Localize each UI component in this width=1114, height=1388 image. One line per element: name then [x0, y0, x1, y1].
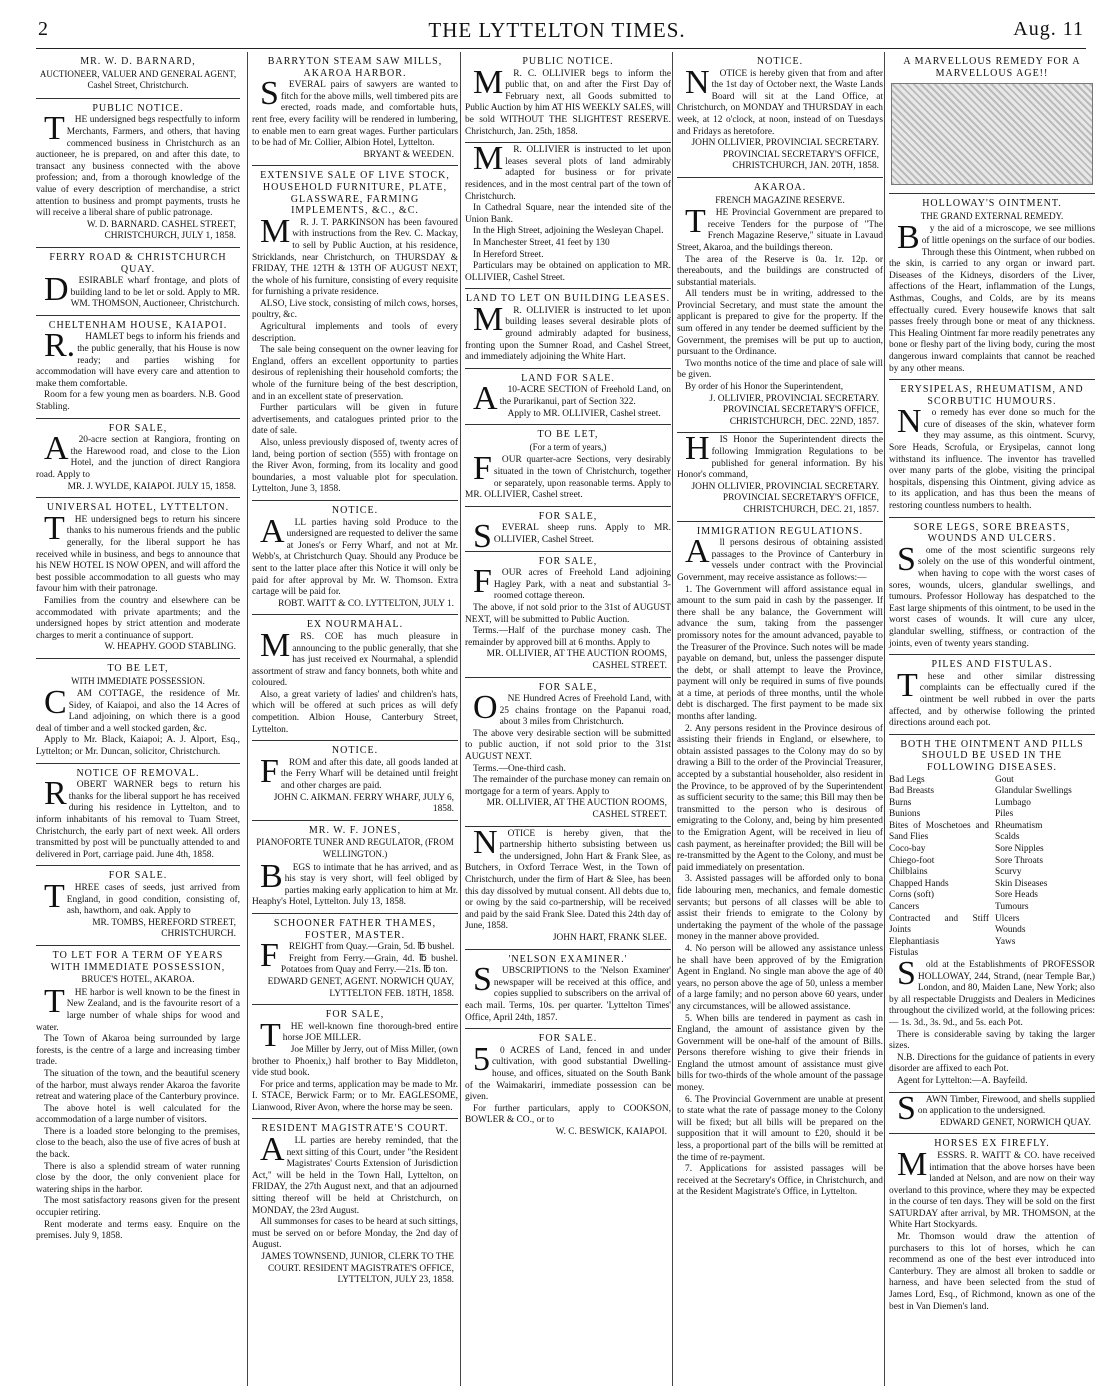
ad-paragraph: The area of the Reserve is 0a. 1r. 12p. or thereabouts, and the buildings are constructed of substantial materials. — [677, 254, 883, 288]
ad-paragraph: Terms.—One-third cash. — [473, 763, 566, 774]
ad-paragraph: SEVERAL pairs of sawyers are wanted to fitch for the above mills, well timbered pits are erected, roads made, and comfortable huts, rent free, every facility will be rendered in lumbering, to enable men to earn great wages. Further particulars to be had of Mr. Collier, Albion Hotel, Lyttelton. — [252, 75, 458, 149]
ad-paragraph: SEVERAL sheep runs. Apply to MR. OLLIVIER, Cashel Street. — [473, 518, 671, 556]
ad-heading: MR. W. F. JONES, — [308, 824, 402, 836]
ad-paragraph: Also, a great variety of ladies' and children's hats, which will be offered at such prices as will defy competition. Albion House, Canterbury Street, Lyttelton. — [252, 689, 458, 735]
ad-paragraph: There is a loaded store belonging to the premises, close to the beach, also the use of five acres of bush at the back. — [36, 1126, 240, 1161]
ad-body — [465, 689, 671, 798]
ad-paragraph: Mr. Thomson would draw the attention of purchasers to this lot of horses, which he can recommend as one of the best ever introduced into Canterbury. They are almost all broken to saddle or harness, and have been selected from the stud of James Lord, Esq., of Richmond, known as one of the best in Van Diemen's land. — [889, 1232, 1095, 1312]
ad-paragraph: ALSO, Live stock, consisting of milch cows, horses, poultry, &c. — [252, 298, 458, 321]
ad-paragraph: 1. The Government will afford assistance equal in amount to the sum paid in cash by the passenger. If there shall be any balance, the Government will advance the sum, taking from the passenger promissory notes for the amount advanced, payable to the Treasurer of the Province. Such notes will be made payable on demand, but, unless the passenger dispute the debt, or shall attempt to leave the Province, payment will only be required in sums of five pounds at a time, at periods of three months, until the whole debt is discharged. The first payment to be made six months after landing. — [677, 584, 883, 723]
advertisement — [889, 1134, 1095, 1317]
ad-signature: BRYANT & WEEDEN. — [363, 149, 454, 160]
ad-body — [889, 540, 1095, 650]
ad-paragraph: THE undersigned begs to return his sincere thanks to his numerous friends and the public generally, for the liberal support he has received while in business, and begs to announce that his NEW HOTEL IS NOW OPEN, and will afford the best possible accommodation to all guests who may favour him with their patronage. — [36, 509, 240, 595]
advertisement — [889, 1089, 1095, 1135]
ad-paragraph: NOTICE is hereby given that from and after the 1st day of October next, the Waste Lands Board will sit at the Land Office, at Christchurch, on MONDAY and THURSDAY in each week, at 12 o'clock, at noon, instead of on Tuesdays and Fridays as heretofore. — [677, 63, 883, 137]
ad-paragraph: DESIRABLE wharf frontage, and plots of building land to be let or sold. Apply to MR. WM. THOMSON, Auctioneer, Christchurch. — [44, 271, 240, 310]
ad-body — [252, 212, 458, 496]
advertisement — [465, 52, 671, 143]
ad-body — [889, 403, 1095, 512]
column-1 — [36, 52, 240, 1386]
disease-item: Rheumatism — [995, 820, 1043, 831]
disease-item: Fistulas — [889, 948, 919, 959]
advertisement — [252, 1005, 458, 1119]
ad-paragraph: The remainder of the purchase money can remain on mortgage for a term of years. Apply to — [465, 775, 671, 797]
ad-heading: HORSES EX FIREFLY. — [934, 1138, 1050, 1150]
ad-body — [36, 684, 240, 759]
disease-item: Lumbago — [995, 797, 1031, 808]
ad-paragraph: N.B. Directions for the guidance of patients in every disorder are affixed to each Pot. — [889, 1052, 1095, 1075]
ad-paragraph: By order of his Honor the Superintendent, — [685, 382, 844, 393]
advertisement — [252, 52, 458, 166]
advertisement — [252, 741, 458, 821]
ad-paragraph: FREIGHT from Quay.—Grain, 5d. ℔ bushel. — [260, 937, 455, 975]
ad-heading: BARRYTON STEAM SAW MILLS, AKAROA HARBOR. — [267, 56, 443, 79]
disease-item: Chapped Hands — [889, 878, 949, 889]
ad-subheading: BRUCE'S HOTEL, AKAROA. — [81, 974, 195, 985]
ad-paragraph: The sale being consequent on the owner leaving for England, offers an excellent opportunity to parties desirous of replenishing their household comforts; the whole of the furniture being of the best description, and in an excellent state of preservation. — [252, 345, 458, 402]
ad-heading: FOR SALE. — [538, 1033, 598, 1045]
ad-paragraph: All persons desirous of obtaining assisted passages to the Province of Canterbury in vessels under contract with the Provincial Government, may receive assistance as follows:— — [677, 533, 883, 583]
columns — [36, 52, 1095, 1386]
ad-heading: IMMIGRATION REGULATIONS. — [696, 525, 864, 537]
ad-paragraph: ALL parties are hereby reminded, that the next sitting of this Court, under "the Resident Magistrates' Courts Extension of Jurisdiction Act," will be held in the Town Hall, Lyttelton, on FRIDAY, the 27th August next, and that an adjourned sitting thereof will be held at Christchurch, on MONDAY, the 23rd August. — [252, 1131, 458, 1216]
disease-item: Yaws — [995, 936, 1016, 947]
ad-paragraph: THE harbor is well known to be the finest in New Zealand, and is the favourite resort of a large number of whale ships for wood and water. — [36, 982, 240, 1033]
column-4 — [672, 52, 883, 1386]
advertisement — [36, 52, 240, 99]
advertisement — [677, 430, 883, 521]
ad-paragraph: Sold at the Establishments of PROFESSOR HOLLOWAY, 244, Strand, (near Temple Bar,) London, and 80, Maiden Lane, New York; also by all respectable Druggists and Dealers in Medicines throughout the civilized world, at the following prices:— 1s. 3d., 3s. 9d., and 5s. each Pot. — [889, 955, 1095, 1028]
ad-paragraph: Agricultural implements and tools of every description. — [252, 322, 458, 344]
ad-body — [465, 300, 671, 364]
ad-heading: FERRY ROAD & CHRISTCHURCH QUAY. — [49, 251, 227, 275]
ad-subheading: (For a term of years,) — [529, 441, 607, 452]
ad-heading: SCHOONER FATHER THAMES, FOSTER, MASTER. — [273, 917, 437, 941]
advertisement — [465, 1029, 671, 1142]
disease-item: Bad Legs — [889, 774, 925, 785]
advertisement — [889, 194, 1095, 380]
advertisement — [36, 498, 240, 659]
ad-body — [252, 1016, 458, 1115]
disease-item: Sore Throats — [995, 855, 1043, 866]
ad-body — [677, 430, 883, 481]
ad-heading: FOR SALE, — [538, 681, 598, 693]
advertisement — [889, 518, 1095, 656]
advertisement — [677, 522, 883, 1203]
page-number: 2 — [38, 18, 48, 40]
advertisement — [252, 501, 458, 615]
ad-body — [465, 563, 671, 649]
ad-paragraph: 50 ACRES of Land, fenced in and under cultivation, with good substantial Dwelling-house, and offices, situated on the South Bank of the Waimakariri, immediate possession can be given. — [465, 1040, 671, 1103]
ad-paragraph: R.HAMLET begs to inform his friends and the public generally, that his House is now ready; and parties wishing for accommodation will have every care and attention to make them comfortable. — [36, 327, 240, 389]
engraving-illustration — [891, 83, 1093, 185]
ad-paragraph: Terms.—Half of the purchase money cash. The remainder by approved bill at 6 months. Apply to — [465, 626, 671, 648]
ad-heading: FOR SALE, — [325, 1009, 385, 1021]
ad-paragraph: FROM and after this date, all goods landed at the Ferry Wharf will be detained until freight and other charges are paid. — [260, 752, 458, 792]
ad-body — [465, 961, 671, 1024]
ad-body — [252, 1131, 458, 1252]
disease-item: Cancers — [889, 902, 920, 913]
advertisement — [465, 507, 671, 556]
ad-heading: FOR SALE, — [538, 555, 598, 567]
ad-paragraph: MRS. COE has much pleasure in announcing to the public generally, that she has just received ex Nourmahal, a splendid assortment of straw and fancy bonnets, both white and coloured. — [252, 626, 458, 689]
ad-paragraph: THE undersigned begs respectfully to inform Merchants, Farmers, and others, that having commenced business in Christchurch as an auctioneer, he is prepared, on and after this date, to transact any business connected with the above profession; and, from a thorough knowledge of the value of every description of merchandise, a strict attention to business and prompt payments, trusts he will receive a liberal share of public patronage. — [36, 110, 240, 219]
ad-heading: FOR SALE, — [538, 510, 598, 522]
ad-body — [252, 937, 458, 977]
ad-heading: EXTENSIVE SALE OF LIVE STOCK, HOUSEHOLD FURNITURE, PLATE, GLASSWARE, FARMING IMPLEMENTS, &C., &C. — [260, 170, 450, 217]
ad-heading: TO BE LET, — [107, 662, 169, 674]
ad-paragraph: THREE cases of seeds, just arrived from England, in good condition, consisting of, ash, hawthorn, and oak. Apply to — [44, 878, 240, 917]
disease-item: Gout — [995, 774, 1014, 785]
ad-paragraph: Two months notice of the time and place of sale will be given. — [677, 358, 883, 381]
ad-paragraph: NOTICE is hereby given, that the partnership hitherto subsisting between us the undersigned, John Hart & Frank Slee, as Butchers, in Oxford Terrace West, in the Town of Christchurch, under the firm of Hart & Slee, has been this day dissolved by mutual consent. All debts due to, or owing by the said co-partnership, will be received and paid by the said Frank Slee. Dated this 24th day of June, 1858. — [465, 823, 671, 932]
ad-signature: W. C. BESWICK, KAIAPOI. — [555, 1126, 667, 1137]
ad-paragraph: 6. The Provincial Government are unable at present to state what the rate of passage money to the Colony will be fixed; but all bills will be prepared on the supposition that it will amount to £20, should it be less, a proportional part of the bills will be remitted at the time of re-payment. — [677, 1094, 883, 1163]
ad-paragraph: 5. When bills are tendered in payment as cash in England, the amount of assistance given by the Government will be one-half of the amount of Bills. Persons therefore wishing to give their friends in England the utmost amount of assistance must give bills for two-thirds of the whole amount of the passage money. — [677, 1013, 883, 1094]
ad-signature: JOHN HART, FRANK SLEE. — [552, 932, 667, 943]
advertisement — [36, 764, 240, 867]
ad-paragraph: The most satisfactory reasons given for the present occupier retiring. — [36, 1196, 240, 1219]
ad-paragraph: THE Provincial Government are prepared to receive Tenders for the purpose of "The French Magazine Reserve," situate in Lavaud Street, Akaroa, and the buildings thereon. — [677, 203, 883, 253]
ad-signature: JAMES TOWNSEND, JUNIOR, CLERK TO THE COURT. RESIDENT MAGISTRATE'S OFFICE, LYTTELTON, JULY 23, 1858. — [261, 1252, 454, 1286]
ad-body — [889, 219, 1095, 375]
ad-subheading: PIANOFORTE TUNER AND REGULATOR, (FROM WELLINGTON.) — [256, 837, 454, 859]
ad-subheading: FRENCH MAGAZINE RESERVE. — [715, 194, 845, 205]
ad-paragraph: The above, if not sold prior to the 31st of AUGUST NEXT, will be submitted to Public Auction. — [465, 602, 671, 625]
ad-body — [252, 512, 458, 599]
advertisement — [252, 166, 458, 501]
ad-heading: LAND TO LET ON BUILDING LEASES. — [465, 293, 671, 305]
ad-paragraph: Also, unless previously disposed of, twenty acres of land, being portion of section (555) with frontage on the River Avon, forming, from its locality and good boundaries, a most valuable plot for speculation. Lyttelton, June 3, 1858. — [252, 438, 458, 495]
ad-paragraph: A20-acre section at Rangiora, fronting on the Harewood road, and close to the Lion Hotel, and the junction of direct Rangiora road. Apply to — [36, 430, 240, 480]
ad-paragraph: 7. Applications for assisted passages will be received at the Secretary's Office, in Christchurch, and at the Resident Magistrate's Office, in Lyttelton. — [677, 1164, 883, 1198]
disease-item: Chiego-foot — [889, 855, 935, 866]
ad-signature: JOHN OLLIVIER, PROVINCIAL SECRETARY. PROVINCIAL SECRETARY'S OFFICE, CHRISTCHURCH, DEC. 21, 1857. — [691, 481, 879, 515]
advertisement — [252, 821, 458, 914]
ad-body — [36, 271, 240, 311]
ad-signature: W. D. BARNARD. CASHEL STREET, CHRISTCHURCH, JULY 1, 1858. — [86, 219, 236, 242]
advertisement — [36, 419, 240, 499]
ad-heading: NOTICE. — [331, 745, 379, 757]
ad-body — [465, 1040, 671, 1127]
advertisement — [889, 52, 1095, 194]
ad-paragraph: These and other similar distressing complaints can be effectually cured if the ointment be well rubbed in over the parts affected, and by otherwise following the printed directions around each pot. — [889, 666, 1095, 729]
advertisement — [889, 380, 1095, 518]
advertisement — [465, 369, 671, 425]
ad-heading: NOTICE. — [756, 56, 804, 67]
ad-heading: A MARVELLOUS REMEDY FOR A MARVELLOUS AGE!! — [903, 56, 1081, 79]
ad-body — [677, 203, 883, 394]
ad-signature: J. OLLIVIER, PROVINCIAL SECRETARY. PROVINCIAL SECRETARY'S OFFICE, CHRISTCHURCH, DEC. 22ND, 1857. — [709, 393, 879, 427]
ad-paragraph: Some of the most scientific surgeons rely solely on the use of this wonderful ointment, when having to cope with the worst cases of sores, wounds, ulcers, glandular swellings, and tumours. Professor Holloway has despatched to the East large shipments of this ointment, to be used in the worst cases of wounds. It will cure any ulcer, glandular swelling, stiffness, or contraction of the joints, even of twenty years standing. — [889, 540, 1095, 649]
advertisement — [889, 735, 1095, 1093]
ad-signature: MR. OLLIVIER, AT THE AUCTION ROOMS, CASHEL STREET. — [486, 798, 667, 821]
ad-heading: PUBLIC NOTICE. — [92, 102, 184, 114]
ad-signature: MR. OLLIVIER, AT THE AUCTION ROOMS, CASHEL STREET. — [486, 649, 667, 671]
ad-body — [36, 878, 240, 918]
issue-date: Aug. 11 — [1013, 18, 1084, 40]
ad-subheading: WITH IMMEDIATE POSSESSION. — [71, 675, 205, 686]
ad-signature: EDWARD GENET, AGENT. NORWICH QUAY, LYTTELTON FEB. 18TH, 1858. — [267, 976, 454, 999]
disease-list — [889, 775, 1095, 961]
advertisement — [889, 655, 1095, 735]
ad-paragraph: For further particulars, apply to COOKSON, BOWLER & CO., or to — [465, 1103, 671, 1126]
ad-body — [889, 1145, 1095, 1313]
disease-item: Piles — [995, 809, 1014, 820]
column-3 — [460, 52, 671, 1386]
ad-paragraph: There is considerable saving by taking the larger sizes. — [889, 1029, 1095, 1052]
disease-item: Wounds — [995, 925, 1026, 936]
disease-item: Sore Heads — [995, 890, 1038, 901]
ad-body — [465, 823, 671, 933]
ad-paragraph: Apply to Mr. Black, Kaiapoi; A. J. Alport, Esq., Lyttelton; or Mr. Duncan, solicitor, Christchurch. — [36, 735, 240, 758]
ad-paragraph: ROBERT WARNER begs to return his thanks for the liberal support he has received during his residence in Lyttelton, and to inform inhabitants of his removal to Tuam Street, Christchurch, the early part of next week. All orders transmitted by post will be punctually attended to and delivered in Port, carriage paid. June 4th, 1858. — [36, 775, 240, 860]
advertisement — [36, 99, 240, 248]
header-rule — [36, 48, 1086, 49]
ad-paragraph: In the High Street, adjoining the Wesleyan Chapel. — [473, 226, 664, 237]
advertisement — [465, 552, 671, 678]
ad-heading: NOTICE OF REMOVAL. — [76, 767, 200, 779]
advertisement — [36, 316, 240, 419]
ad-body — [677, 63, 883, 139]
ad-body — [36, 110, 240, 219]
ad-paragraph: For price and terms, application may be made to Mr. I. STACE, Berwick Farm; or to Mr. EAGLESOME, Lianwood, River Avon, where the horse may be seen. — [252, 1079, 458, 1113]
ad-body — [465, 380, 671, 420]
ad-paragraph: The Town of Akaroa being surrounded by large forests, is the centre of a large and increasing timber trade. — [36, 1034, 240, 1068]
ad-paragraph: The above hotel is well calculated for the accommodation of a large number of visitors. — [36, 1103, 240, 1126]
advertisement — [465, 823, 671, 950]
ad-paragraph: ONE Hundred Acres of Freehold Land, with 25 chains frontage on the Papanui road, about 3 miles from Christchurch. — [473, 689, 671, 728]
ad-paragraph: 2. Any persons resident in the Province desirous of assisting their friends in England, or elsewhere, to obtain assisted passages to the Colony may do so by drawing a Bill to the order of the Provincial Treasurer, accepted by a substantial householder, also resident in the Province, to be approved of by the Superintendent as sufficient security to the same; this Bill may then be transmitted to the person who is desirous of emigrating to the Colony, and, being by him presented to the Emigration Agent, will be received in lieu of cash payment, as hereinafter provided; the Bill will be re-transmitted by the Agent to the Colony, and must be paid immediately on presentation. — [677, 723, 883, 873]
advertisement — [465, 140, 671, 289]
ad-heading: FOR SALE, — [108, 422, 168, 434]
ad-paragraph: Rent moderate and terms easy. Enquire on the premises. July 9, 1858. — [36, 1219, 240, 1242]
ad-subheading: THE GRAND EXTERNAL REMEDY. — [920, 210, 1064, 221]
ad-paragraph: 3. Assisted passages will be afforded only to bona fide labouring men, mechanics, and female domestic servants; but persons of all classes will be able to assist their friends to emigrate to the Colony by undertaking the payment of the whole of the passage money in the manner above provided. — [677, 874, 883, 943]
ad-body — [465, 140, 671, 284]
ad-signature: ROBT. WAITT & CO. LYTTELTON, JULY 1. — [278, 598, 454, 609]
ad-paragraph: MR. OLLIVIER is instructed to let upon building leases several desirable plots of ground admirably adapted for business, fronting upon the Sumner Road, and Cashel Street, and immediately adjoining the White Hart. — [465, 300, 671, 363]
ad-heading: LAND FOR SALE. — [521, 372, 615, 384]
advertisement — [36, 866, 240, 946]
disease-item: Scalds — [995, 832, 1020, 843]
ad-body — [252, 857, 458, 909]
ad-body — [465, 450, 671, 501]
disease-item: Chilblains — [889, 867, 928, 878]
ad-paragraph: Particulars may be obtained on application to MR. OLLIVIER, Cashel Street. — [465, 261, 671, 283]
disease-item: Ulcers — [995, 913, 1020, 924]
ad-heading: BOTH THE OINTMENT AND PILLS SHOULD BE USED IN THE FOLLOWING DISEASES. — [900, 738, 1084, 773]
ad-paragraph: ALL parties having sold Produce to the undersigned are requested to deliver the same at Jones's or Ferry Wharf, and not at Mr. Webb's, at Christchurch Quay. Should any Produce be sent to the latter place after this Notice it will only be paid for after approval by Mr. W. Thomson. Extra cartage will be paid for. — [252, 512, 458, 598]
advertisement — [677, 178, 883, 433]
disease-item: Glandular Swellings — [995, 786, 1072, 797]
ad-body — [36, 775, 240, 861]
ad-signature: MR. TOMBS, HEREFORD STREET, CHRISTCHURCH. — [92, 917, 236, 940]
advertisement — [677, 52, 883, 178]
advertisement — [465, 425, 671, 507]
disease-item: Skin Diseases — [995, 878, 1048, 889]
ad-heading: UNIVERSAL HOTEL, LYTTELTON. — [46, 502, 230, 514]
ad-paragraph: In Manchester Street, 41 feet by 130 — [473, 237, 610, 248]
advertisement — [465, 950, 671, 1030]
ad-paragraph: 4. No person will be allowed any assistance unless he shall have been approved of by the Emigration Agent in England. No single man above the age of 40 years, no person above the age of 50, unless a member of a large family; and no person above 60 years, under any circumstances, will be allowed assistance. — [677, 943, 883, 1012]
ad-paragraph: Room for a few young men as boarders. N.B. Good Stabling. — [36, 390, 240, 413]
ad-body — [252, 752, 458, 793]
advertisement — [465, 289, 671, 369]
disease-item: Scurvy — [995, 867, 1022, 878]
ad-body — [252, 626, 458, 736]
disease-item: Tumours — [995, 902, 1029, 913]
ad-body — [252, 75, 458, 150]
advertisement — [36, 248, 240, 316]
disease-item: Burns — [889, 797, 912, 808]
disease-item: Elephantiasis — [889, 936, 939, 947]
ad-signature: MR. J. WYLDE, KAIAPOI. JULY 15, 1858. — [67, 481, 236, 492]
ad-paragraph: Families from the country and elsewhere can be accommodated with private apartments; and the undersigned hopes by strict attention and moderate charges to merit a continuance of support. — [36, 595, 240, 641]
ad-heading: MR. W. D. BARNARD, — [80, 56, 196, 67]
ad-body — [36, 509, 240, 643]
ad-paragraph: CAM COTTAGE, the residence of Mr. Sidey, of Kaiapoi, and also the 14 Acres of Land adjoining, on which there is a good deal of timber and a well stocked garden, &c. — [36, 684, 240, 734]
ad-signature: JOHN OLLIVIER, PROVINCIAL SECRETARY. PROVINCIAL SECRETARY'S OFFICE, CHRISTCHURCH, JAN. 20TH, 1858. — [691, 138, 879, 172]
page-header — [0, 0, 1114, 60]
ad-heading: PILES AND FISTULAS. — [931, 659, 1053, 671]
newspaper-title: THE LYTTELTON TIMES. — [428, 18, 686, 42]
disease-item: Coco-bay — [889, 844, 926, 855]
ad-paragraph: A10-ACRE SECTION of Freehold Land, on the Purarikanui, part of Section 322. — [473, 380, 671, 418]
ad-paragraph: HIS Honor the Superintendent directs the following Immigration Regulations to be published for general information. By his Honor's command, — [677, 430, 883, 481]
ad-body — [36, 430, 240, 481]
ad-body — [677, 533, 883, 1199]
disease-item: Corns (soft) — [889, 890, 935, 901]
ad-body — [889, 955, 1095, 1088]
ad-heading: ERYSIPELAS, RHEUMATISM, AND SCORBUTIC HUMOURS. — [900, 384, 1084, 407]
disease-item: Bunions — [889, 809, 921, 820]
ad-heading: FOR SALE. — [108, 870, 168, 882]
ad-paragraph: SUBSCRIPTIONS to the 'Nelson Examiner' newspaper will be received at this office, and copies supplied to subscribers on the arrival of each mail. Terms, 10s. per quarter. 'Lyttelton Times' Office, April 24th, 1857. — [465, 961, 671, 1023]
ad-paragraph: No remedy has ever done so much for the cure of diseases of the skin, whatever form they may assume, as this ointment. Scurvy, Sore Heads, Scrofula, or Erysipelas, cannot long withstand its influence. The inventor has travelled over many parts of the globe, visiting the principal hospitals, dispensing this Ointment, giving advice as to its application, and has thus been the means of restoring countless numbers to health. — [889, 403, 1095, 512]
ad-heading: CHELTENHAM HOUSE, KAIAPOI. — [48, 319, 228, 331]
ad-heading: EX NOURMAHAL. — [306, 619, 404, 631]
ad-heading: NOTICE. — [331, 504, 379, 516]
ad-heading: 'NELSON EXAMINER.' — [508, 953, 628, 965]
advertisement — [252, 1119, 458, 1290]
disease-item: Contracted and Stiff Joints — [889, 913, 989, 936]
ad-heading: HOLLOWAY'S OINTMENT. — [922, 198, 1062, 210]
ad-heading: SORE LEGS, SORE BREASTS, WOUNDS AND ULCERS. — [913, 521, 1071, 545]
ad-heading: RESIDENT MAGISTRATE'S COURT. — [261, 1123, 449, 1135]
ad-body — [36, 982, 240, 1243]
ad-signature: EDWARD GENET, NORWICH QUAY. — [939, 1117, 1091, 1128]
ad-paragraph: All summonses for cases to be heard at such sittings, must be served on or before Monday, the 2nd day of August. — [252, 1217, 458, 1251]
ad-paragraph: All tenders must be in writing, addressed to the Provincial Secretary, and must state the amount the applicant is prepared to give for the property. If the sum offered in any tender be deemed sufficient by the Government, the premises will be put up to auction, pursuant to the Ordinance. — [677, 289, 883, 358]
ad-body — [889, 666, 1095, 730]
advertisement — [252, 914, 458, 1005]
ad-heading: PUBLIC NOTICE. — [522, 56, 614, 67]
ad-paragraph: MR. C. OLLIVIER begs to inform the public that, on and after the First Day of February next, all Goods submitted to Public Auction by him AT HIS WEEKLY SALES, will be sold WITHOUT THE SLIGHTEST RESERVE. Christchurch, Jan. 25th, 1858. — [465, 63, 671, 137]
ad-heading: TO BE LET, — [537, 429, 599, 441]
ad-paragraph: By the aid of a microscope, we see millions of little openings on the surface of our bodies. Through these this Ointment, when rubbed on the skin, is carried to any organ or inward part. Diseases of the Kidneys, disorders of the Liver, affections of the Heart, inflammation of the Lungs, Asthmas, Coughs, and Colds, are by its means effectually cured. Every housewife knows that salt passes freely through bone or meat of any thickness. This Healing Ointment far more readily penetrates any bone or fleshy part of the living body, curing the most dangerous inward complaints that cannot be reached by any other means. — [889, 219, 1095, 374]
ad-heading: TO LET FOR A TERM OF YEARS WITH IMMEDIATE POSSESSION, — [50, 949, 226, 973]
ad-heading: AKAROA. — [753, 181, 807, 193]
advertisement — [36, 946, 240, 1247]
ad-paragraph: Further particulars will be given in future advertisements, and catalogues printed prior to the date of sale. — [252, 403, 458, 437]
ad-paragraph: THE well-known fine thorough-bred entire horse JOE MILLER. — [260, 1016, 458, 1054]
ad-paragraph: In Cathedral Square, near the intended site of the Union Bank. — [465, 203, 671, 225]
ad-subheading: AUCTIONEER, VALUER AND GENERAL AGENT, Cashel Street, Christchurch. — [39, 68, 237, 91]
ad-paragraph: Freight from Ferry.—Grain, 4d. ℔ bushel. Potatoes from Quay and Ferry.—21s. ℔ ton. — [280, 953, 458, 976]
advertisement — [465, 678, 671, 827]
ad-paragraph: The above very desirable section will be submitted to public auction, if not sold prior to the 31st AUGUST NEXT. — [465, 728, 671, 763]
advertisement — [36, 659, 240, 764]
advertisement — [252, 615, 458, 741]
ad-paragraph: Apply to MR. OLLIVIER, Cashel street. — [507, 408, 661, 419]
disease-item: Sore Nipples — [995, 844, 1044, 855]
ad-paragraph: In Hereford Street. — [473, 249, 544, 260]
ad-paragraph: Joe Miller by Jerry, out of Miss Miller, (own brother to Phoenix,) half brother to Bay Middleton, vide stud book. — [252, 1044, 458, 1079]
ad-body — [36, 327, 240, 413]
ad-body — [465, 518, 671, 556]
ad-paragraph: MR. OLLIVIER is instructed to let upon leases several plots of land admirably adapted for business or for private residences, and in the most central part of the town of Christchurch. — [465, 140, 671, 202]
ad-paragraph: There is also a splendid stream of water running close by the door, the only convenient place for watering ships in the harbor. — [36, 1161, 240, 1195]
ad-paragraph: FOUR quarter-acre Sections, very desirably situated in the town of Christchurch, together or separately, upon reasonable terms. Apply to MR. OLLIVIER, Cashel street. — [465, 450, 671, 501]
ad-paragraph: BEGS to intimate that he has arrived, and as his stay is very short, will feel obliged by parties making early application to him at Mr. Heaphy's Hotel, Lyttelton. July 13, 1858. — [252, 857, 458, 908]
ad-body — [465, 63, 671, 139]
ad-paragraph: Agent for Lyttelton:—A. Bayfeild. — [897, 1075, 1028, 1086]
disease-item: Bites of Moschetoes and Sand Flies — [889, 820, 989, 843]
ad-paragraph: FOUR acres of Freehold Land adjoining Hagley Park, with a neat and substantial 3-roomed cottage thereon. — [473, 563, 671, 602]
ad-signature: JOHN C. AIKMAN. FERRY WHARF, JULY 6, 1858. — [273, 792, 454, 815]
column-2 — [247, 52, 458, 1386]
ad-paragraph: SAWN Timber, Firewood, and shells supplied on application to the undersigned. — [897, 1089, 1095, 1127]
ad-paragraph: The situation of the town, and the beautiful scenery of the harbor, must always render Akaroa the favorite retreat and watering place of the Canterbury province. — [36, 1068, 240, 1103]
ad-paragraph: MESSRS. R. WAITT & CO. have received intimation that the above horses have been landed at Nelson, and are now on their way overland to this province, where they may be expected in the course of ten days. They will be sold on the first SATURDAY after arrival, by MR. THOMSON, at the White Hart Stockyards. — [889, 1145, 1095, 1231]
column-5 — [884, 52, 1095, 1386]
ad-paragraph: MR. J. T. PARKINSON has been favoured with instructions from the Rev. C. Mackay, to sell by Public Auction, at his residence, Stricklands, near Christchurch, on THURSDAY & FRIDAY, THE 12TH & 13TH OF AUGUST NEXT, the whole of his furniture, consisting of every requisite for furnishing a private residence. — [252, 212, 458, 298]
disease-item: Bad Breasts — [889, 786, 935, 797]
ad-signature: W. HEAPHY. GOOD STABLING. — [104, 642, 236, 653]
